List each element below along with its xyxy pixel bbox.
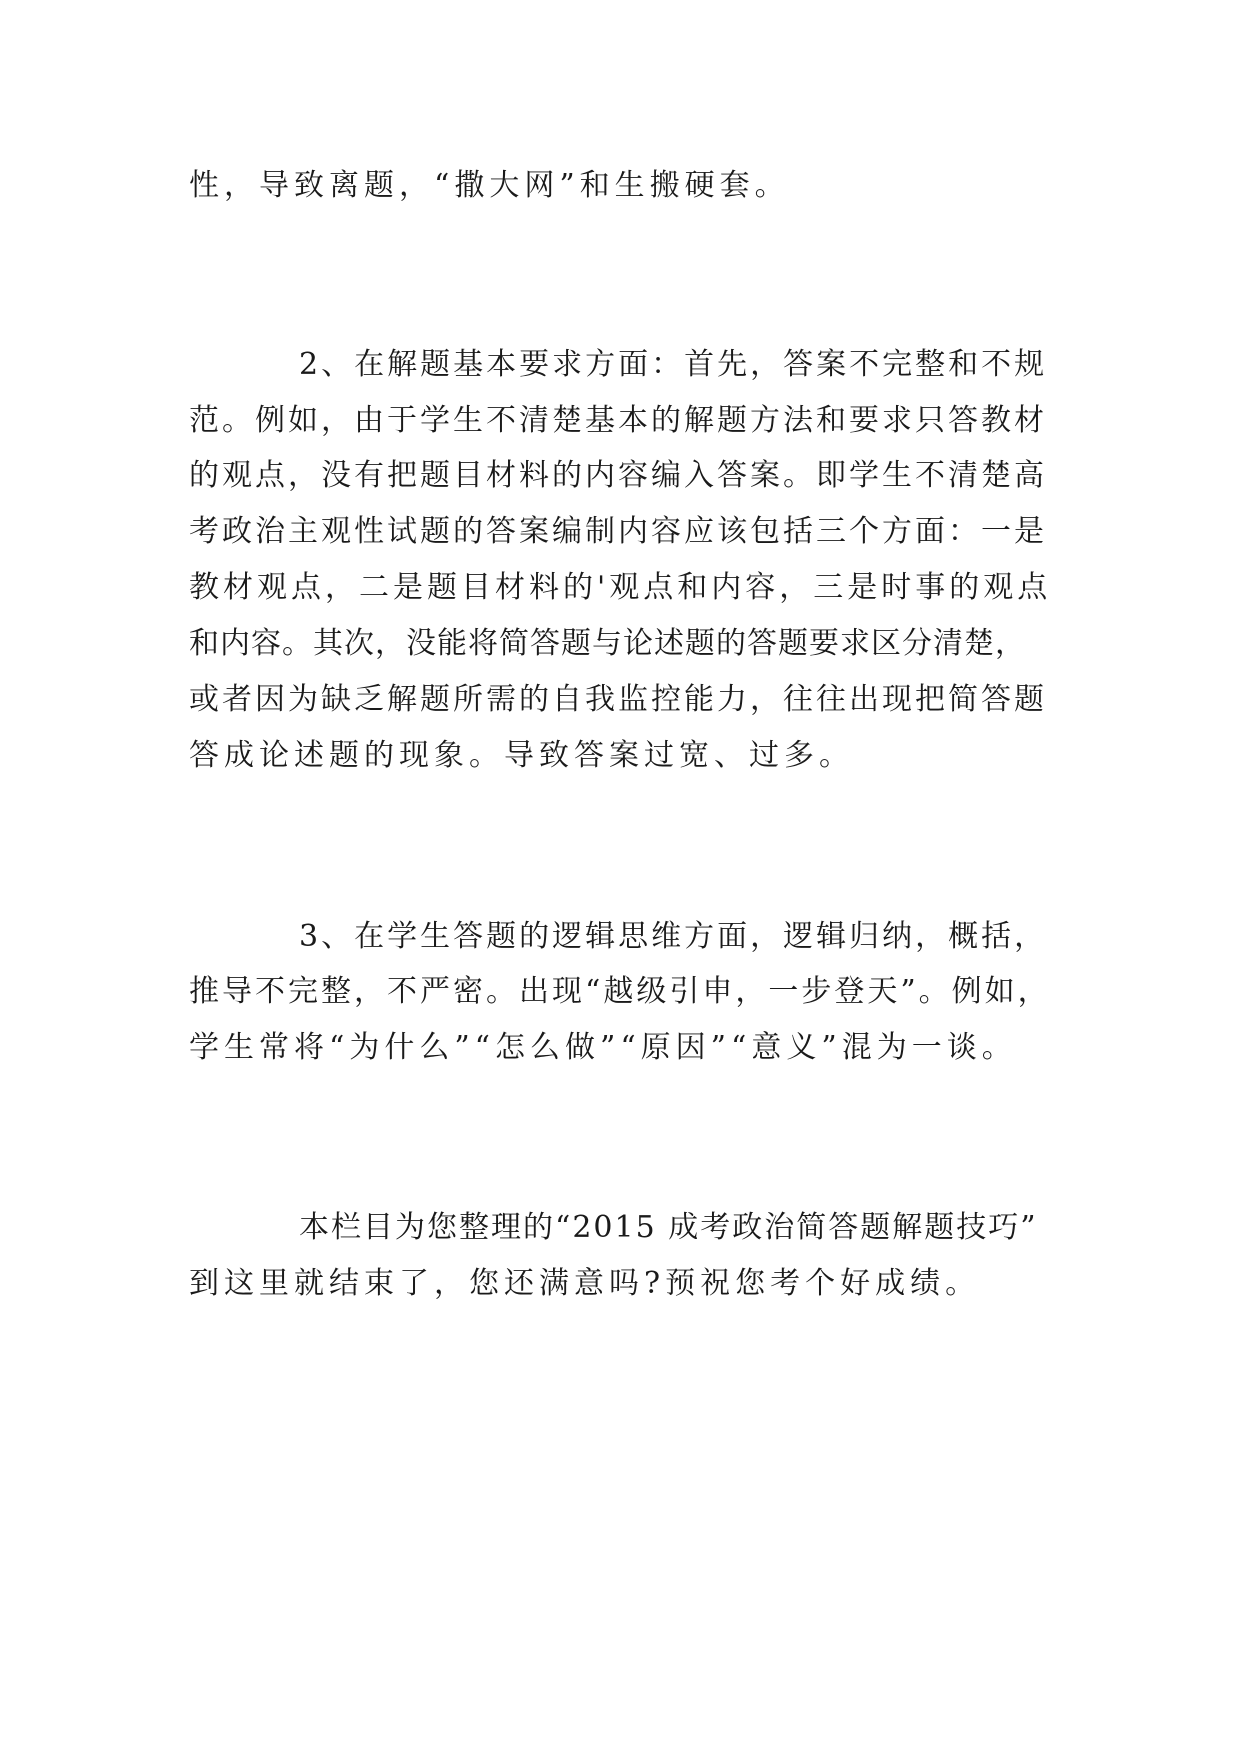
text-line: 教材观点，二是题目材料的'观点和内容，三是时事的观点 [189, 570, 1052, 605]
text-line: 范。例如，由于学生不清楚基本的解题方法和要求只答教材 [189, 403, 1047, 438]
text-line: 到这里就结束了，您还满意吗?预祝您考个好成绩。 [189, 1266, 981, 1301]
text-line: 推导不完整，不严密。出现“越级引申，一步登天”。例如， [189, 974, 1051, 1009]
text-line: 或者因为缺乏解题所需的自我监控能力，往往出现把简答题 [189, 682, 1047, 717]
text-line: 考政治主观性试题的答案编制内容应该包括三个方面：一是 [189, 514, 1047, 549]
text-line: 学生常将“为什么”“怎么做”“原因”“意义”混为一谈。 [189, 1030, 1017, 1065]
text-line: 3、在学生答题的逻辑思维方面，逻辑归纳，概括， [299, 919, 1048, 954]
text-line: 答成论述题的现象。导致答案过宽、过多。 [189, 738, 854, 773]
text-line: 的观点，没有把题目材料的内容编入答案。即学生不清楚高 [189, 458, 1047, 493]
text-line: 本栏目为您整理的“2015 成考政治简答题解题技巧” [299, 1210, 1038, 1245]
text-line: 和内容。其次，没能将简答题与论述题的答题要求区分清楚， [189, 626, 1026, 661]
text-line: 性，导致离题，“撒大网”和生搬硬套。 [189, 168, 790, 203]
text-line: 2、在解题基本要求方面：首先，答案不完整和不规 [299, 347, 1048, 382]
